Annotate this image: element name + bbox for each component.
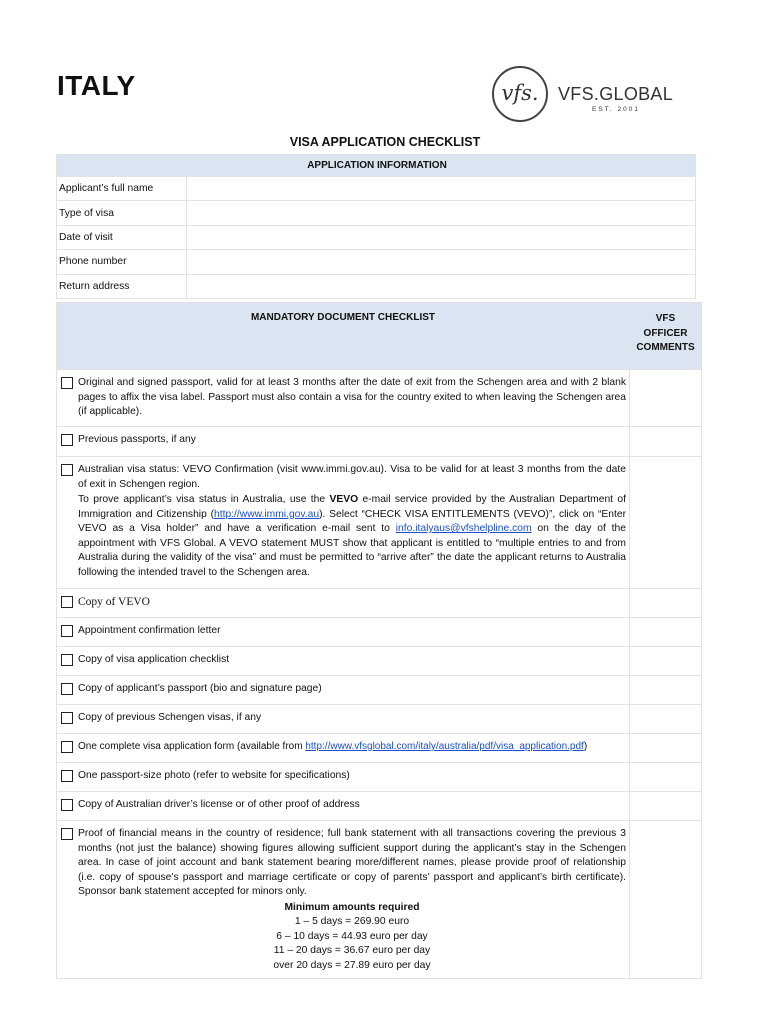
item-text: Copy of applicant’s passport (bio and signature page) bbox=[78, 683, 322, 694]
comments-heading-line: OFFICER bbox=[643, 327, 688, 339]
item-text: Copy of VEVO bbox=[78, 596, 150, 608]
checklist-item-financial bbox=[58, 822, 628, 977]
checkbox[interactable] bbox=[61, 464, 73, 476]
checklist-item-copy-schengen bbox=[58, 706, 628, 730]
checklist-item-copy-vevo bbox=[58, 590, 628, 614]
officer-comment-cell[interactable] bbox=[630, 457, 702, 589]
field-input-full-name[interactable] bbox=[187, 177, 696, 201]
item-text: Previous passports, if any bbox=[78, 434, 196, 445]
checklist-item-visa-status bbox=[58, 458, 628, 584]
vevo-text: To prove applicant’s visa status in Australia, use the bbox=[78, 494, 330, 505]
checklist-item-photo bbox=[58, 764, 628, 788]
officer-comment-cell[interactable] bbox=[630, 676, 702, 705]
amount-line: 6 – 10 days = 44.93 euro per day bbox=[276, 930, 428, 942]
minimum-amounts bbox=[78, 901, 626, 974]
comments-heading-line: VFS bbox=[655, 313, 676, 324]
checkbox[interactable] bbox=[61, 434, 73, 446]
application-form-link[interactable]: http://www.vfsglobal.com/italy/australia/pdf/visa_application.pdf bbox=[305, 741, 584, 752]
officer-comment-cell[interactable] bbox=[630, 763, 702, 792]
minimum-amounts-heading: Minimum amounts required bbox=[284, 901, 420, 913]
checkbox[interactable] bbox=[61, 377, 73, 389]
vevo-instructions bbox=[78, 493, 626, 580]
item-text: One passport-size photo (refer to website for specifications) bbox=[78, 770, 350, 781]
officer-comment-cell[interactable] bbox=[630, 370, 702, 427]
checkbox[interactable] bbox=[61, 654, 73, 666]
checklist-item-appointment bbox=[58, 619, 628, 643]
officer-comment-cell[interactable] bbox=[630, 589, 702, 618]
vevo-text: ). Select “CHECK VISA ENTITLEMENTS (VEVO)”, click on “Enter VEVO as a Visa holder” and have a verification e-mail sent to bbox=[78, 508, 626, 534]
item-text: Appointment confirmation letter bbox=[78, 625, 221, 636]
field-label-visa-type: Type of visa bbox=[57, 201, 187, 225]
field-input-phone[interactable] bbox=[187, 250, 696, 274]
field-label-full-name: Applicant’s full name bbox=[57, 177, 187, 201]
field-input-visit-date[interactable] bbox=[187, 225, 696, 249]
document-checklist-table bbox=[56, 302, 702, 979]
checkbox[interactable] bbox=[61, 770, 73, 782]
field-label-visit-date: Date of visit bbox=[57, 225, 187, 249]
vfs-monogram: vfs. bbox=[492, 66, 548, 122]
comments-heading-line: COMMENTS bbox=[636, 342, 695, 353]
checklist-heading: MANDATORY DOCUMENT CHECKLIST bbox=[57, 303, 630, 370]
officer-comment-cell[interactable] bbox=[630, 734, 702, 763]
item-text: Original and signed passport, valid for at least 3 months after the date of exit from the Schengen area and with 2 blank pages to affix the visa label. Passport must also contain a visa for the country exited to when leaving the Schengen area (if applicable). bbox=[78, 377, 626, 417]
officer-comment-cell[interactable] bbox=[630, 647, 702, 676]
item-text: ) bbox=[583, 741, 588, 752]
application-info-heading: APPLICATION INFORMATION bbox=[57, 155, 696, 177]
item-text: Copy of visa application checklist bbox=[78, 654, 230, 665]
officer-comment-cell[interactable] bbox=[630, 705, 702, 734]
immi-link[interactable]: http://www.immi.gov.au bbox=[214, 508, 320, 520]
checklist-item-copy-passport bbox=[58, 677, 628, 701]
checklist-item-application-form bbox=[58, 735, 628, 759]
logo-name: VFS.GLOBAL bbox=[558, 84, 674, 104]
checklist-item-previous-passports bbox=[58, 428, 628, 452]
checkbox[interactable] bbox=[61, 683, 73, 695]
item-text: One complete visa application form (available from bbox=[78, 741, 306, 752]
item-text: Proof of financial means in the country of residence; full bank statement with all transactions covering the previous 3 months (not just the balance) showing figures allowing sufficient support during the applicant’s stay in the Schengen area. In case of joint account and bank statement bearing more/different names, please provide proof of relationship (i.e. copy of spouse’s passport and marriage certificate or copy of parents’ passport and applicant’s birth certificate). Sponsor bank statement accepted for minors only. bbox=[78, 828, 626, 897]
officer-comments-heading bbox=[630, 303, 702, 370]
amount-line: over 20 days = 27.89 euro per day bbox=[273, 959, 431, 971]
checkbox[interactable] bbox=[61, 625, 73, 637]
checkbox[interactable] bbox=[61, 596, 73, 608]
officer-comment-cell[interactable] bbox=[630, 618, 702, 647]
item-text: Copy of Australian driver’s license or of other proof of address bbox=[78, 799, 360, 810]
checkbox[interactable] bbox=[61, 828, 73, 840]
vevo-email-link[interactable]: info.italyaus@vfshelpline.com bbox=[395, 523, 532, 534]
vevo-bold: VEVO bbox=[329, 494, 359, 505]
checkbox[interactable] bbox=[61, 712, 73, 724]
amount-line: 11 – 20 days = 36.67 euro per day bbox=[273, 945, 431, 956]
amount-line: 1 – 5 days = 269.90 euro bbox=[294, 916, 410, 927]
checklist-item-passport bbox=[58, 371, 628, 424]
field-label-phone: Phone number bbox=[57, 250, 187, 274]
application-info-table bbox=[56, 154, 696, 299]
country-title: ITALY bbox=[57, 70, 136, 101]
vfs-global-logo bbox=[492, 66, 682, 126]
checkbox[interactable] bbox=[61, 799, 73, 811]
vevo-text: on the day of the appointment with VFS Global. A VEVO statement MUST show that applicant is entitled to “multiple entries to and from Australia during the validity of the visa” and must be permitted to “arrive after” the date the applicant returns to Australia following the intended travel to the Schengen area. bbox=[78, 523, 627, 578]
field-input-visa-type[interactable] bbox=[187, 201, 696, 225]
checkbox[interactable] bbox=[61, 741, 73, 753]
officer-comment-cell[interactable] bbox=[630, 427, 702, 457]
checklist-item-copy-checklist bbox=[58, 648, 628, 672]
document-title: VISA APPLICATION CHECKLIST bbox=[289, 135, 481, 149]
officer-comment-cell[interactable] bbox=[630, 821, 702, 979]
checklist-item-license bbox=[58, 793, 628, 817]
item-text: Copy of previous Schengen visas, if any bbox=[78, 712, 262, 723]
field-input-return-address[interactable] bbox=[187, 274, 696, 298]
vevo-text: e-mail service provided by the Australian Department of Immigration and Citizenship ( bbox=[78, 494, 626, 520]
item-text: Australian visa status: VEVO Confirmation (visit www.immi.gov.au). Visa to be valid for at least 3 months from the date of exit in Schengen region. bbox=[78, 464, 626, 490]
field-label-return-address: Return address bbox=[57, 274, 187, 298]
logo-established: EST. 2001 bbox=[592, 106, 640, 113]
officer-comment-cell[interactable] bbox=[630, 792, 702, 821]
